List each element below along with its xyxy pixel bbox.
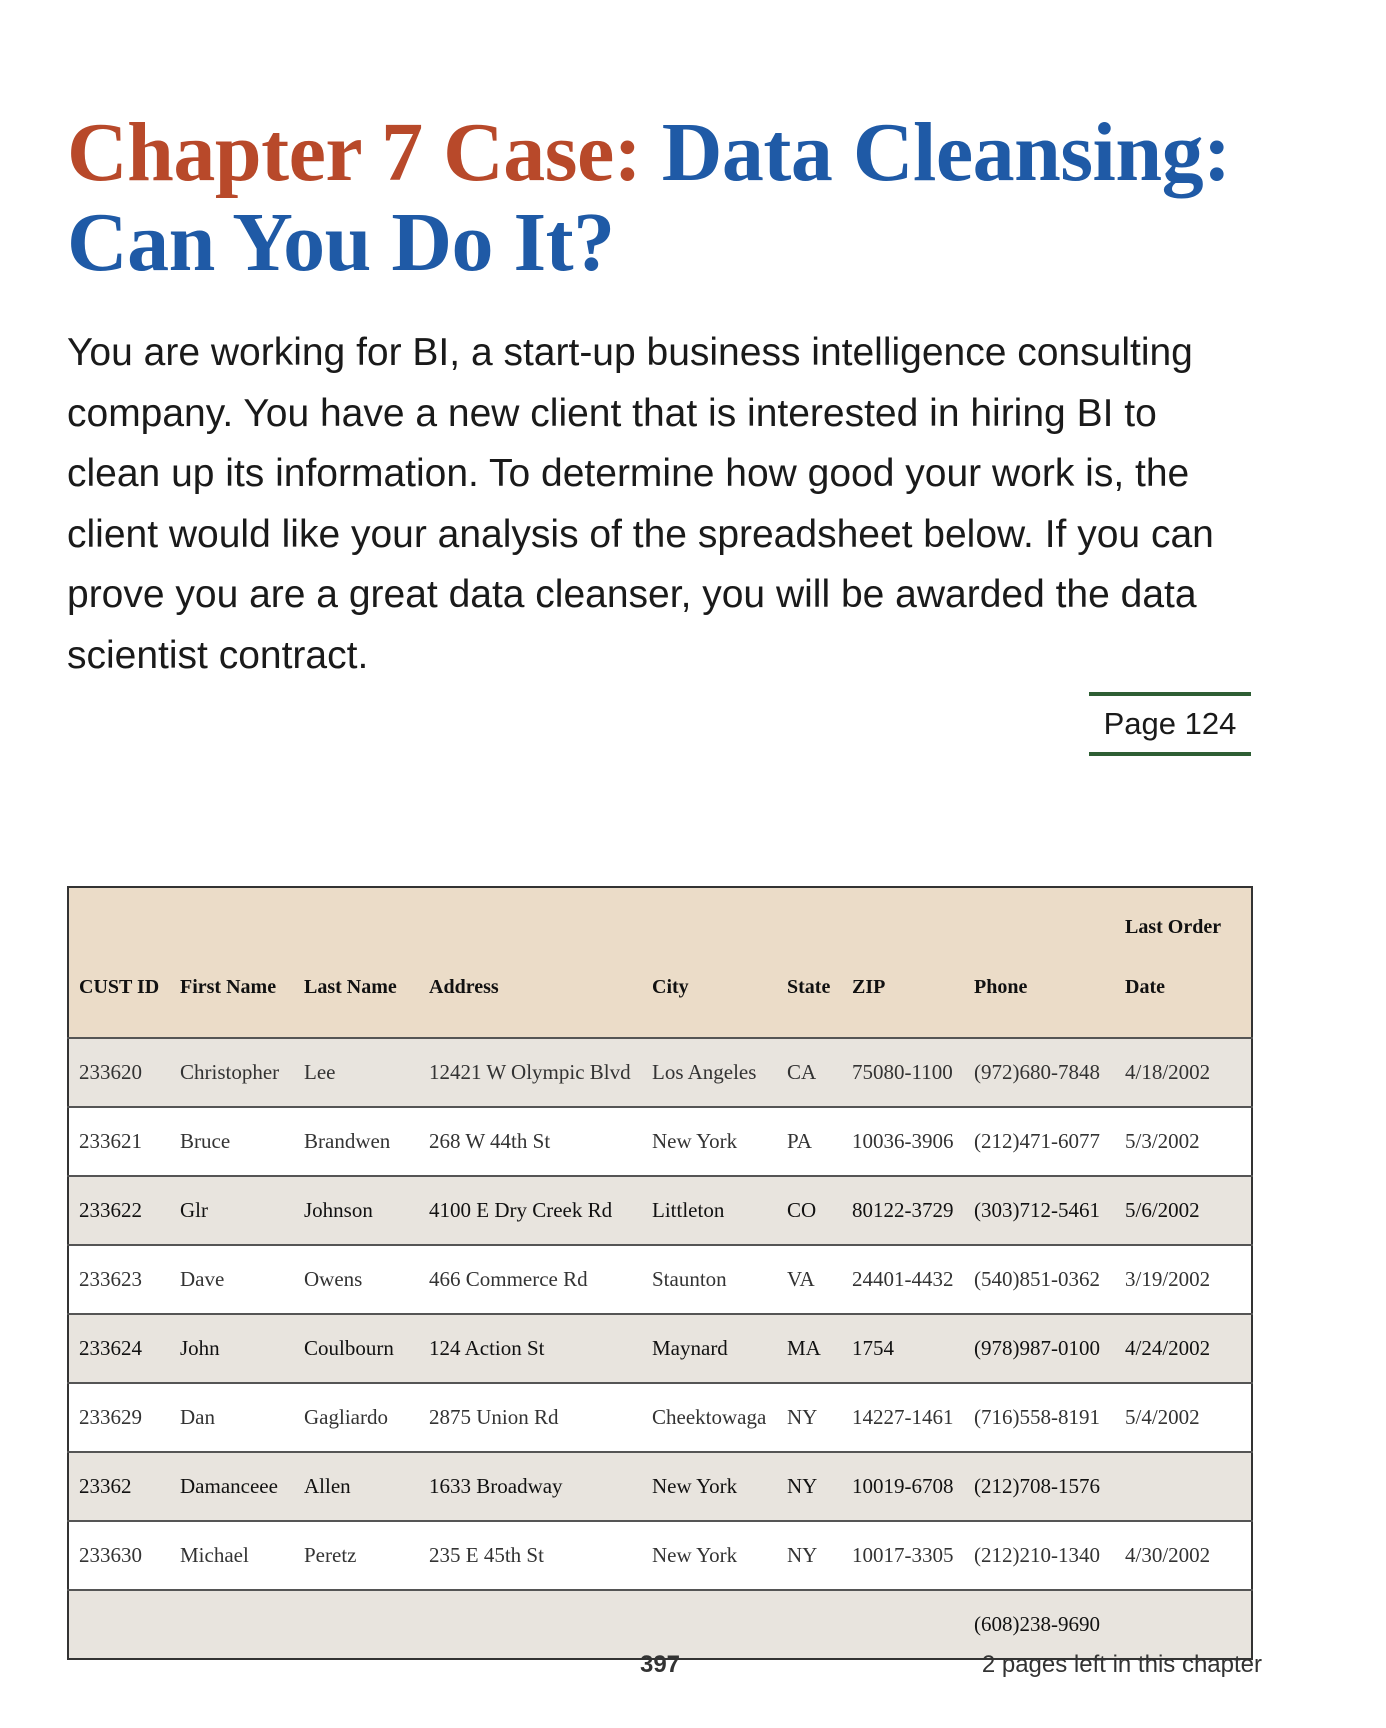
cell-zip: 10019-6708 [842, 1452, 964, 1521]
cell-first-name [170, 1590, 294, 1659]
cell-last-name: Allen [294, 1452, 419, 1521]
chapter-title [67, 108, 1267, 288]
cell-last-name: Gagliardo [294, 1383, 419, 1452]
table-header-row [68, 887, 1252, 1038]
cell-phone: (212)210-1340 [964, 1521, 1115, 1590]
cell-date [1115, 1452, 1252, 1521]
cell-phone: (608)238-9690 [964, 1590, 1115, 1659]
header-phone: Phone [964, 887, 1115, 1038]
table-row [68, 1383, 1252, 1452]
table-row [68, 1590, 1252, 1659]
cell-last-name: Coulbourn [294, 1314, 419, 1383]
cell-address: 124 Action St [419, 1314, 642, 1383]
cell-cust-id: 23362 [68, 1452, 170, 1521]
cell-state [777, 1590, 842, 1659]
table-row [68, 1452, 1252, 1521]
cell-date: 5/4/2002 [1115, 1383, 1252, 1452]
table-row [68, 1107, 1252, 1176]
cell-address: 1633 Broadway [419, 1452, 642, 1521]
header-address: Address [419, 887, 642, 1038]
cell-last-name: Peretz [294, 1521, 419, 1590]
cell-state: NY [777, 1383, 842, 1452]
header-last-order-date [1115, 887, 1252, 1038]
cell-date: 5/3/2002 [1115, 1107, 1252, 1176]
cell-zip: 75080-1100 [842, 1038, 964, 1107]
customer-spreadsheet [67, 886, 1253, 1660]
cell-phone: (303)712-5461 [964, 1176, 1115, 1245]
header-last-name: Last Name [294, 887, 419, 1038]
cell-address: 4100 E Dry Creek Rd [419, 1176, 642, 1245]
cell-last-name: Johnson [294, 1176, 419, 1245]
cell-zip: 10017-3305 [842, 1521, 964, 1590]
header-first-name: First Name [170, 887, 294, 1038]
chapter-title-main: Data Cleansing: Can You Do It? [67, 106, 1231, 289]
cell-cust-id: 233623 [68, 1245, 170, 1314]
table-row [68, 1245, 1252, 1314]
header-last-order-date-line2: Date [1125, 976, 1165, 998]
cell-state: VA [777, 1245, 842, 1314]
cell-city: Littleton [642, 1176, 777, 1245]
cell-date: 5/6/2002 [1115, 1176, 1252, 1245]
cell-date: 4/18/2002 [1115, 1038, 1252, 1107]
cell-address [419, 1590, 642, 1659]
table-row [68, 1038, 1252, 1107]
cell-zip: 14227-1461 [842, 1383, 964, 1452]
cell-city: Cheektowaga [642, 1383, 777, 1452]
cell-last-name [294, 1590, 419, 1659]
cell-address: 12421 W Olympic Blvd [419, 1038, 642, 1107]
cell-phone: (540)851-0362 [964, 1245, 1115, 1314]
cell-address: 268 W 44th St [419, 1107, 642, 1176]
cell-state: MA [777, 1314, 842, 1383]
cell-zip: 10036-3906 [842, 1107, 964, 1176]
cell-first-name: John [170, 1314, 294, 1383]
cell-first-name: Bruce [170, 1107, 294, 1176]
page-number: 397 [639, 1651, 681, 1678]
cell-date [1115, 1590, 1252, 1659]
cell-cust-id: 233621 [68, 1107, 170, 1176]
cell-state: NY [777, 1521, 842, 1590]
cell-city: Maynard [642, 1314, 777, 1383]
header-cust-id: CUST ID [68, 887, 170, 1038]
header-last-order-date-line1: Last Order [1125, 916, 1222, 938]
cell-cust-id: 233624 [68, 1314, 170, 1383]
cell-last-name: Brandwen [294, 1107, 419, 1176]
cell-date: 3/19/2002 [1115, 1245, 1252, 1314]
cell-date: 4/24/2002 [1115, 1314, 1252, 1383]
pages-left-indicator: 2 pages left in this chapter [981, 1651, 1262, 1678]
print-page-reference: Page 124 [1089, 692, 1251, 756]
cell-city: New York [642, 1452, 777, 1521]
cell-city: New York [642, 1107, 777, 1176]
cell-zip: 80122-3729 [842, 1176, 964, 1245]
chapter-title-prefix: Chapter 7 Case: [67, 106, 662, 199]
cell-last-name: Lee [294, 1038, 419, 1107]
header-state: State [777, 887, 842, 1038]
cell-last-name: Owens [294, 1245, 419, 1314]
cell-state: CA [777, 1038, 842, 1107]
cell-first-name: Dave [170, 1245, 294, 1314]
cell-zip [842, 1590, 964, 1659]
cell-cust-id: 233622 [68, 1176, 170, 1245]
cell-address: 466 Commerce Rd [419, 1245, 642, 1314]
cell-phone: (716)558-8191 [964, 1383, 1115, 1452]
cell-phone: (972)680-7848 [964, 1038, 1115, 1107]
cell-city [642, 1590, 777, 1659]
cell-first-name: Damanceee [170, 1452, 294, 1521]
table-row [68, 1176, 1252, 1245]
cell-first-name: Dan [170, 1383, 294, 1452]
cell-address: 2875 Union Rd [419, 1383, 642, 1452]
cell-state: PA [777, 1107, 842, 1176]
cell-city: Los Angeles [642, 1038, 777, 1107]
cell-state: CO [777, 1176, 842, 1245]
cell-first-name: Christopher [170, 1038, 294, 1107]
cell-first-name: Glr [170, 1176, 294, 1245]
cell-phone: (212)708-1576 [964, 1452, 1115, 1521]
cell-phone: (978)987-0100 [964, 1314, 1115, 1383]
header-zip: ZIP [842, 887, 964, 1038]
intro-paragraph: You are working for BI, a start-up business intelligence consulting company. You have a new client that is interested in hiring BI to clean up its information. To determine how good your work is, the client would like your analysis of the spreadsheet below. If you can prove you are a great data cleanser, you will be awarded the data scientist contract. [67, 331, 1214, 677]
cell-zip: 1754 [842, 1314, 964, 1383]
cell-date: 4/30/2002 [1115, 1521, 1252, 1590]
cell-first-name: Michael [170, 1521, 294, 1590]
cell-state: NY [777, 1452, 842, 1521]
table-row [68, 1521, 1252, 1590]
header-city: City [642, 887, 777, 1038]
cell-cust-id: 233629 [68, 1383, 170, 1452]
cell-cust-id [68, 1590, 170, 1659]
cell-address: 235 E 45th St [419, 1521, 642, 1590]
cell-phone: (212)471-6077 [964, 1107, 1115, 1176]
cell-city: Staunton [642, 1245, 777, 1314]
cell-city: New York [642, 1521, 777, 1590]
cell-cust-id: 233630 [68, 1521, 170, 1590]
cell-zip: 24401-4432 [842, 1245, 964, 1314]
cell-cust-id: 233620 [68, 1038, 170, 1107]
table-row [68, 1314, 1252, 1383]
